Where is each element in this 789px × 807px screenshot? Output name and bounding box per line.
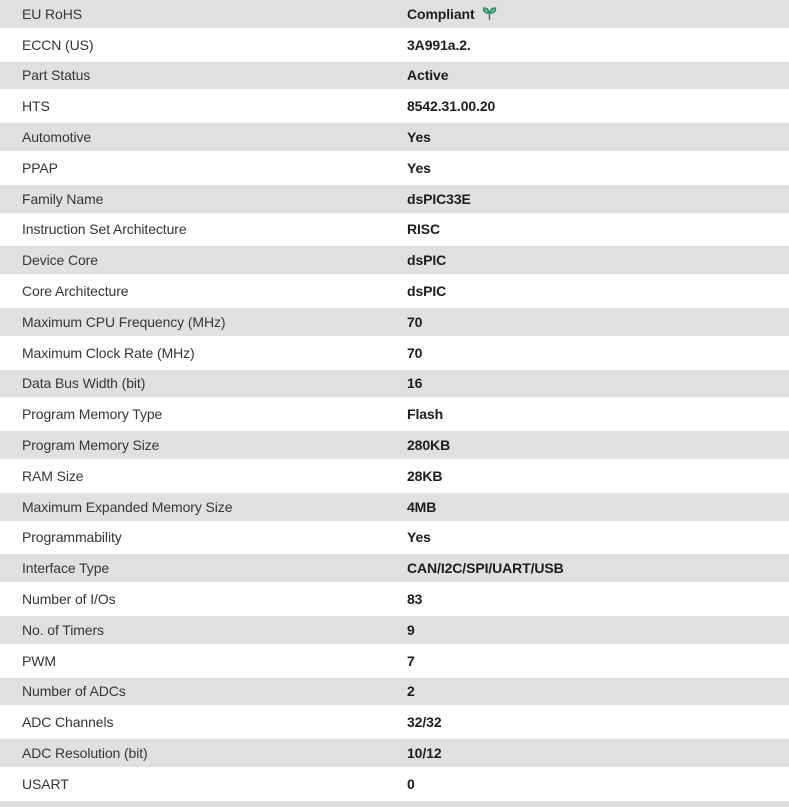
- spec-attribute-label: Program Memory Type: [22, 406, 163, 423]
- spec-attribute-value: [407, 221, 789, 237]
- spec-value-text: Flash: [407, 406, 444, 423]
- spec-row: [0, 246, 789, 277]
- spec-attribute-value: [407, 529, 789, 545]
- spec-value-text: 280KB: [407, 437, 451, 454]
- spec-value-text: 3A991a.2.: [407, 36, 471, 53]
- spec-value-text: Yes: [407, 159, 431, 176]
- spec-row: [0, 62, 789, 93]
- spec-attribute-value: [407, 591, 789, 607]
- spec-value-text: Compliant: [407, 5, 475, 22]
- spec-attribute-value: [407, 67, 789, 83]
- spec-row: [0, 678, 789, 709]
- spec-value-text: RISC: [407, 221, 441, 238]
- spec-attribute-label: Maximum CPU Frequency (MHz): [22, 313, 226, 330]
- spec-attribute-label: ECCN (US): [22, 36, 94, 53]
- spec-attribute-label: EU RoHS: [22, 5, 82, 22]
- spec-row: [0, 308, 789, 339]
- spec-attribute-value: [407, 314, 789, 330]
- spec-attribute-label: Maximum Expanded Memory Size: [22, 498, 233, 515]
- spec-attribute-label: Interface Type: [22, 560, 110, 577]
- spec-row: [0, 431, 789, 462]
- spec-attribute-label: Family Name: [22, 190, 104, 207]
- spec-row: [0, 92, 789, 123]
- spec-row: [0, 554, 789, 585]
- leaf-sprout-icon[interactable]: [482, 6, 497, 21]
- spec-row: [0, 647, 789, 678]
- spec-row: [0, 154, 789, 185]
- spec-value-text: 70: [407, 344, 423, 361]
- spec-attribute-value: [407, 714, 789, 730]
- spec-attribute-value: [407, 468, 789, 484]
- spec-attribute-value: [407, 499, 789, 515]
- spec-attribute-label: ADC Resolution (bit): [22, 745, 148, 762]
- spec-row: [0, 370, 789, 401]
- spec-attribute-label: Automotive: [22, 129, 92, 146]
- spec-row: [0, 585, 789, 616]
- spec-attribute-value: [407, 560, 789, 576]
- spec-value-text: dsPIC: [407, 252, 447, 269]
- spec-attribute-value: [407, 160, 789, 176]
- spec-attribute-label: PWM: [22, 652, 56, 669]
- spec-attribute-label: Part Status: [22, 67, 91, 84]
- spec-attribute-label: Maximum Clock Rate (MHz): [22, 344, 195, 361]
- spec-attribute-label: Data Bus Width (bit): [22, 375, 146, 392]
- spec-attribute-value: [407, 129, 789, 145]
- partial-next-row: [0, 801, 789, 807]
- spec-row: [0, 524, 789, 555]
- spec-row: [0, 493, 789, 524]
- spec-attribute-value: [407, 653, 789, 669]
- spec-attribute-label: RAM Size: [22, 467, 84, 484]
- spec-attribute-label: No. of Timers: [22, 621, 104, 638]
- spec-attribute-value: [407, 283, 789, 299]
- spec-attribute-value: [407, 406, 789, 422]
- spec-row: [0, 400, 789, 431]
- spec-attribute-label: USART: [22, 775, 69, 792]
- spec-attribute-value: [407, 776, 789, 792]
- spec-attribute-value: [407, 191, 789, 207]
- spec-value-text: 4MB: [407, 498, 437, 515]
- spec-row: [0, 616, 789, 647]
- spec-value-text: 10/12: [407, 745, 442, 762]
- spec-attribute-value: [407, 683, 789, 699]
- spec-attribute-label: ADC Channels: [22, 714, 114, 731]
- spec-attribute-label: Number of I/Os: [22, 591, 116, 608]
- spec-value-text: 7: [407, 652, 415, 669]
- spec-attribute-label: HTS: [22, 98, 50, 115]
- spec-value-text: dsPIC33E: [407, 190, 471, 207]
- spec-attribute-value: [407, 375, 789, 391]
- spec-value-text: Yes: [407, 129, 431, 146]
- spec-value-text: 83: [407, 591, 423, 608]
- spec-attribute-value: [407, 98, 789, 114]
- spec-row: [0, 185, 789, 216]
- spec-value-text: 70: [407, 313, 423, 330]
- spec-attribute-value: [407, 345, 789, 361]
- spec-row: [0, 277, 789, 308]
- spec-attribute-value: [407, 745, 789, 761]
- spec-attribute-value: [407, 37, 789, 53]
- spec-value-text: 32/32: [407, 714, 442, 731]
- spec-attribute-value: [407, 622, 789, 638]
- spec-row: [0, 0, 789, 31]
- spec-attribute-label: Program Memory Size: [22, 437, 160, 454]
- spec-attribute-label: PPAP: [22, 159, 58, 176]
- spec-row: [0, 739, 789, 770]
- spec-attribute-label: Number of ADCs: [22, 683, 126, 700]
- spec-value-text: 8542.31.00.20: [407, 98, 496, 115]
- spec-value-text: 28KB: [407, 467, 443, 484]
- spec-value-text: 9: [407, 621, 415, 638]
- spec-attribute-value: [407, 6, 789, 22]
- spec-row: [0, 31, 789, 62]
- spec-row: [0, 123, 789, 154]
- spec-value-text: 16: [407, 375, 423, 392]
- spec-row: [0, 708, 789, 739]
- spec-value-text: dsPIC: [407, 283, 447, 300]
- spec-attribute-label: Instruction Set Architecture: [22, 221, 187, 238]
- spec-attribute-value: [407, 252, 789, 268]
- spec-value-text: 2: [407, 683, 415, 700]
- spec-attribute-label: Core Architecture: [22, 283, 129, 300]
- spec-row: [0, 770, 789, 801]
- spec-value-text: 0: [407, 775, 415, 792]
- spec-row: [0, 339, 789, 370]
- spec-attribute-label: Programmability: [22, 529, 122, 546]
- spec-value-text: Active: [407, 67, 449, 84]
- spec-value-text: CAN/I2C/SPI/UART/USB: [407, 560, 564, 577]
- spec-value-text: Yes: [407, 529, 431, 546]
- spec-attribute-value: [407, 437, 789, 453]
- spec-attribute-label: Device Core: [22, 252, 98, 269]
- spec-row: [0, 462, 789, 493]
- spec-row: [0, 216, 789, 247]
